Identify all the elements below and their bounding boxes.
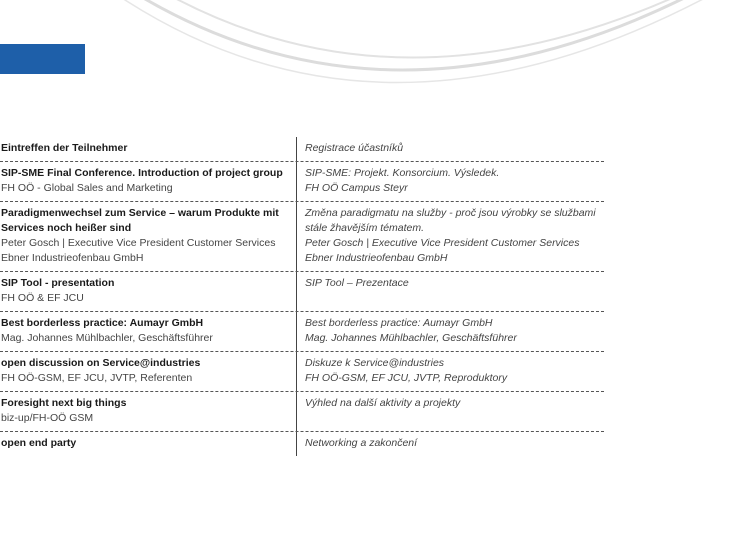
- agenda-item-czech: [297, 272, 604, 311]
- agenda-table: [0, 137, 604, 456]
- agenda-item-title: Paradigmenwechsel zum Service – warum Produkte mit Services noch heißer sind: [1, 207, 279, 234]
- agenda-item-czech-line: SIP-SME: Projekt. Konsorcium. Výsledek.: [305, 167, 500, 179]
- agenda-item-title: SIP-SME Final Conference. Introduction of project group: [1, 167, 283, 179]
- agenda-item-czech: [297, 392, 604, 431]
- agenda-item-czech-line: Mag. Johannes Mühlbachler, Geschäftsführer: [305, 332, 517, 344]
- agenda-item-german: [0, 162, 297, 201]
- agenda-row: [0, 392, 604, 432]
- agenda-row: [0, 162, 604, 202]
- agenda-item-czech-line: Best borderless practice: Aumayr GmbH: [305, 317, 493, 329]
- agenda-item-german: [0, 272, 297, 311]
- agenda-item-german: [0, 202, 297, 271]
- agenda-item-czech-line: FH OÖ-GSM, EF JCU, JVTP, Reproduktory: [305, 372, 508, 384]
- agenda-item-speaker: FH OÖ & EF JCU: [1, 292, 84, 304]
- agenda-item-title: Best borderless practice: Aumayr GmbH: [1, 317, 204, 329]
- agenda-item-czech-line: Registrace účastníků: [305, 142, 404, 154]
- agenda-item-speaker: Peter Gosch | Executive Vice President Customer Services Ebner Industrieofenbau GmbH: [1, 237, 276, 264]
- agenda-item-title: Eintreffen der Teilnehmer: [1, 142, 128, 154]
- agenda-item-title: open end party: [1, 437, 77, 449]
- agenda-item-czech-line: Výhled na další aktivity a projekty: [305, 397, 461, 409]
- agenda-item-title: SIP Tool - presentation: [1, 277, 115, 289]
- agenda-item-speaker: FH OÖ-GSM, EF JCU, JVTP, Referenten: [1, 372, 193, 384]
- agenda-item-czech: [297, 432, 604, 456]
- agenda-item-czech-line: FH OÖ Campus Steyr: [305, 182, 408, 194]
- agenda-item-czech: [297, 352, 604, 391]
- agenda-row: [0, 352, 604, 392]
- agenda-item-title: Foresight next big things: [1, 397, 127, 409]
- agenda-item-czech: [297, 312, 604, 351]
- agenda-item-czech: [297, 162, 604, 201]
- agenda-item-title: open discussion on Service@industries: [1, 357, 201, 369]
- agenda-item-speaker: biz-up/FH-OÖ GSM: [1, 412, 94, 424]
- agenda-row: [0, 202, 604, 272]
- agenda-item-german: [0, 392, 297, 431]
- agenda-item-speaker: Mag. Johannes Mühlbachler, Geschäftsführer: [1, 332, 213, 344]
- agenda-item-czech-line: Networking a zakončení: [305, 437, 418, 449]
- agenda-row: [0, 137, 604, 162]
- agenda-row: [0, 272, 604, 312]
- agenda-item-speaker: FH OÖ - Global Sales and Marketing: [1, 182, 173, 194]
- agenda-item-german: [0, 137, 297, 161]
- agenda-row: [0, 432, 604, 456]
- decorative-arcs: [0, 0, 750, 130]
- agenda-item-czech: [297, 137, 604, 161]
- agenda-item-czech: [297, 202, 604, 271]
- agenda-item-czech-line: Peter Gosch | Executive Vice President Customer Services Ebner Industrieofenbau GmbH: [305, 237, 580, 264]
- agenda-item-czech-line: Diskuze k Service@industries: [305, 357, 445, 369]
- agenda-item-german: [0, 312, 297, 351]
- accent-bar: [0, 44, 85, 74]
- agenda-item-czech-line: SIP Tool – Prezentace: [305, 277, 409, 289]
- agenda-item-german: [0, 352, 297, 391]
- agenda-row: [0, 312, 604, 352]
- agenda-item-czech-line: Změna paradigmatu na služby - proč jsou výrobky se službami stále žhavějším tématem.: [305, 207, 596, 234]
- agenda-item-german: [0, 432, 297, 456]
